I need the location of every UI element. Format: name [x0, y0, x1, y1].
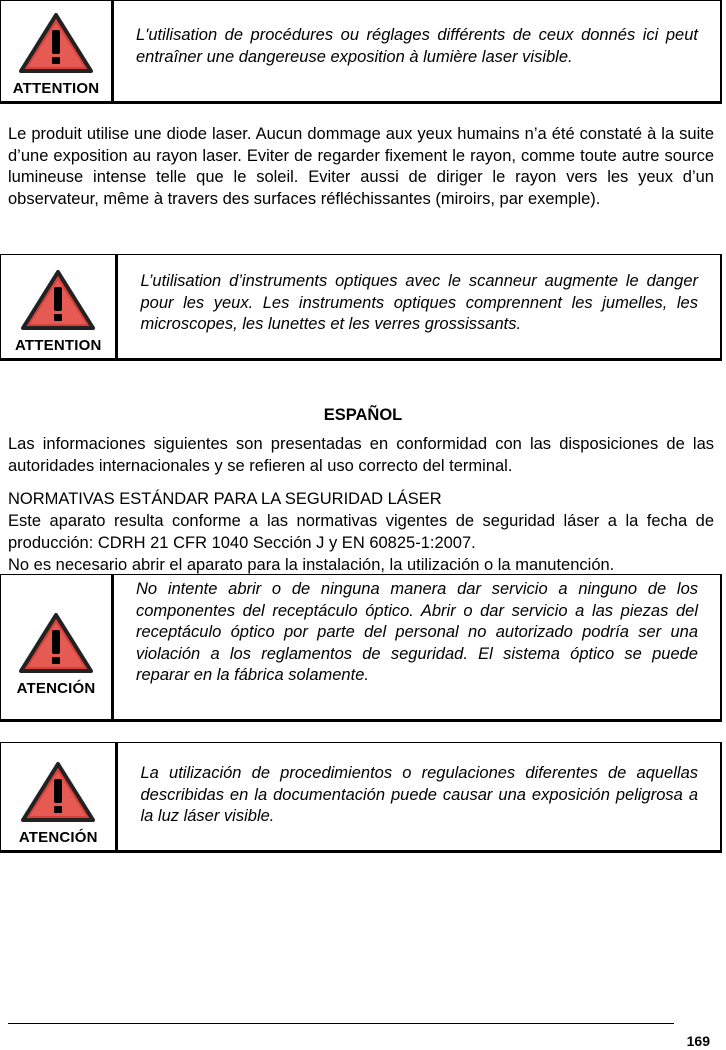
- warning-triangle-icon: [18, 267, 98, 333]
- warning-message: L’utilisation d’instruments optiques avec le scanneur augmente le danger pour les yeux. Les instruments optiques comprennent les jumelles, les microscopes, les lunettes et les verres grossissants.: [140, 272, 698, 333]
- no-open-text: No es necesario abrir el aparato para la instalación, la utilización o la manutención.: [8, 556, 615, 574]
- warning-icon-cell: [1, 575, 114, 719]
- warning-triangle-icon: [18, 759, 98, 825]
- standards-heading: NORMATIVAS ESTÁNDAR PARA LA SEGURIDAD LÁSER: [8, 490, 442, 508]
- page-number: 169: [686, 1033, 710, 1049]
- warning-message: La utilización de procedimientos o regulaciones diferentes de aquellas describidas en la documentación puede causar una exposición peligrosa a la luz láser visible.: [140, 764, 698, 825]
- warning-label: ATENCIÓN: [18, 829, 98, 846]
- warning-label: ATTENTION: [14, 337, 102, 354]
- warning-box-3: [0, 574, 722, 722]
- warning-icon-cell: [1, 743, 118, 850]
- section-title: ESPAÑOL: [323, 406, 403, 424]
- standards-text: Este aparato resulta conforme a las normativas vigentes de seguridad láser a la fecha de producción: CDRH 21 CFR 1040 Sección J y EN 60825-1:2007.: [8, 512, 714, 552]
- warning-message: No intente abrir o de ninguna manera dar servicio a ninguno de los componentes del receptáculo óptico. Abrir o dar servicio a las piezas del receptáculo óptico por parte del personal no autorizado podría ser una violación a los reglamentos de seguridad. El sistema óptico se puede reparar en la fábrica solamente.: [136, 580, 698, 684]
- footer-divider: [8, 1023, 674, 1024]
- warning-icon-cell: [1, 255, 118, 358]
- warning-icon-cell: [1, 1, 114, 101]
- warning-box-1: [0, 0, 722, 104]
- warning-box-2: [0, 254, 722, 361]
- warning-triangle-icon: [16, 10, 96, 76]
- warning-label: ATTENTION: [12, 80, 100, 97]
- warning-box-4: [0, 742, 722, 853]
- spanish-intro: Las informaciones siguientes son presentadas en conformidad con las disposiciones de las autoridades internacionales y se refieren al uso correcto del terminal.: [8, 435, 714, 475]
- warning-message: L'utilisation de procédures ou réglages différents de ceux donnés ici peut entraîner une dangereuse exposition à lumière laser visible.: [136, 26, 698, 66]
- warning-label: ATENCIÓN: [16, 680, 96, 697]
- warning-triangle-icon: [16, 610, 96, 676]
- french-paragraph: Le produit utilise une diode laser. Aucun dommage aux yeux humains n’a été constaté à la suite d’une exposition au rayon laser. Eviter de regarder fixement le rayon, comme toute autre source lumineuse intense telle que le soleil. Eviter aussi de diriger le rayon vers les yeux d’un observateur, même à travers des surfaces réfléchissantes (miroirs, par exemple).: [8, 125, 714, 208]
